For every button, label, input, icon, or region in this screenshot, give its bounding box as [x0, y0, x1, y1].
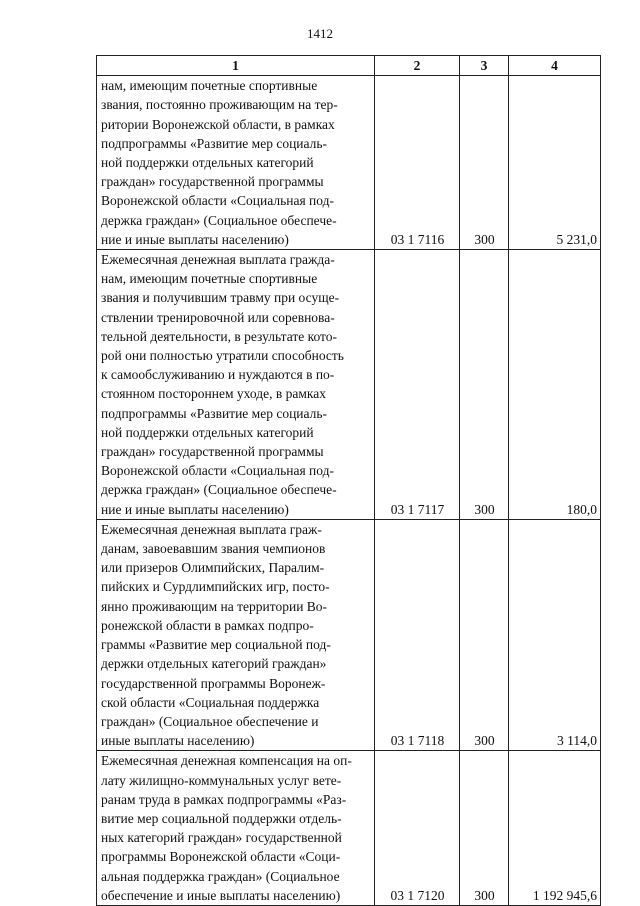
row-code: 03 1 7117 — [375, 250, 460, 520]
row-code: 03 1 7116 — [375, 76, 460, 250]
row-type: 300 — [460, 76, 509, 250]
row-amount: 180,0 — [509, 250, 601, 520]
header-col-4: 4 — [509, 56, 601, 76]
header-col-1: 1 — [97, 56, 375, 76]
row-amount: 1 192 945,6 — [509, 751, 601, 906]
row-description: Ежемесячная денежная компенсация на оп- лату жилищно-коммунальных услуг вете- ранам труда в рамках подпрограммы «Раз- витие мер социальной поддержки отдель- ных категорий граждан» государственной программы Воронежской области «Соци- альная поддержка граждан» (Социальное обеспечение и иные выплаты населению) — [97, 751, 375, 906]
page-number: 1412 — [307, 26, 333, 41]
header-col-3: 3 — [460, 56, 509, 76]
row-type: 300 — [460, 250, 509, 520]
row-description: нам, имеющим почетные спортивные звания, постоянно проживающим на тер- ритории Воронежской области, в рамках подпрограммы «Развитие мер социаль- ной поддержки отдельных категорий граждан» государственной программы Воронежской области «Социальная под- держка граждан» (Социальное обеспече- ние и иные выплаты населению) — [97, 76, 375, 250]
row-type: 300 — [460, 751, 509, 906]
table-row — [97, 519, 601, 750]
table-row — [97, 751, 601, 906]
table-header-row — [97, 56, 601, 76]
table-row — [97, 76, 601, 250]
row-type: 300 — [460, 519, 509, 750]
row-amount: 5 231,0 — [509, 76, 601, 250]
header-col-2: 2 — [375, 56, 460, 76]
row-code: 03 1 7120 — [375, 751, 460, 906]
row-amount: 3 114,0 — [509, 519, 601, 750]
table-row — [97, 250, 601, 520]
row-description: Ежемесячная денежная выплата гражда- нам, имеющим почетные спортивные звания и получившим травму при осуще- ствлении тренировочной или соревнова- тельной деятельности, в результате кото- рой они полностью утратили способность к самообслуживанию и нуждаются в по- стоянном постороннем уходе, в рамках подпрограммы «Развитие мер социаль- ной поддержки отдельных категорий граждан» государственной программы Воронежской области «Социальная под- держка граждан» (Социальное обеспече- ние и иные выплаты населению) — [97, 250, 375, 520]
row-code: 03 1 7118 — [375, 519, 460, 750]
row-description: Ежемесячная денежная выплата граж- данам, завоевавшим звания чемпионов или призеров Олимпийских, Паралим- пийских и Сурдлимпийских игр, посто- янно проживающим на территории Во- ронежской области в рамках подпро- граммы «Развитие мер социальной под- держки отдельных категорий граждан» государственной программы Воронеж- ской области «Социальная поддержка граждан» (Социальное обеспечение и иные выплаты населению) — [97, 519, 375, 750]
budget-table — [96, 55, 601, 906]
